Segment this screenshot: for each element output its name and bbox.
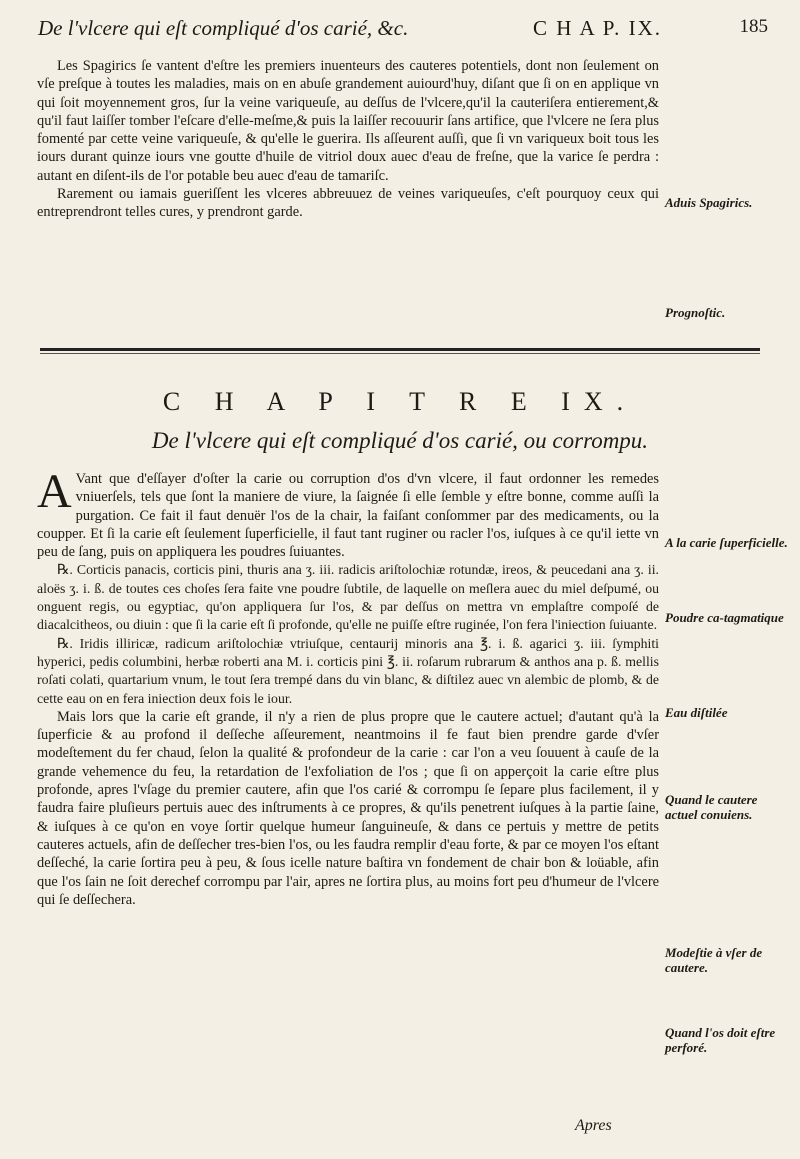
margin-note: Eau diſtilée xyxy=(665,705,728,720)
paragraph: A Vant que d'eſſayer d'oſter la carie ou corruption d'os d'vn vlcere, il faut ordonner les remedes vniuerſels, tels que ſont la maniere de viure, la ſaignée ſi elle ſemble y eſtre bonne, comme auſſi la purgation. Ce fait il faut denuër l'os de la chair, la faiſant conſommer par des medicaments, ou la coupper. Et ſi la carie eſt ſeulement ſuperficielle, il faut tant ruginer ou racler l'os, iuſques à ce qu'il iette vn peu de ſang, puis on appliquera les poudres ſuiuantes. xyxy=(37,465,659,561)
running-title: De l'vlcere qui eſt compliqué d'os carié, &c. xyxy=(38,16,409,40)
catchword: Apres xyxy=(575,1117,612,1134)
drop-cap: A xyxy=(37,465,72,518)
page-number: 185 xyxy=(739,16,768,37)
divider xyxy=(40,353,760,354)
paragraph: Les Spagirics ſe vantent d'eſtre les premiers inuenteurs des cauteres potentiels, dont non ſeulement on vſe preſque à toutes les maladies, mais on en abuſe grandement auiourd'huy, diſant que ſi on en applique vn qui ſoit moyennement gros, ſur la veine variqueuſe, au deſſus de l'vlcere,qu'il la cauteriſera entierement,& qu'il faut laiſſer tomber l'eſcare d'elle-meſme,& puis la laiſſer recouurir ſans artifice, que l'vlcere ne ſera plus fomenté par cette veine variqueuſe, & qu'elle le guerira. Ils aſſeurent auſſi, que ſi vn variqueux boit tous les iours durant quinze iours vne goutte d'huile de vitriol doux auec d'eau de freſne, que la varice ſe perdra : autant en diſent-ils de l'or potable beu auec d'eau de tamariſc. xyxy=(37,58,659,184)
divider xyxy=(40,348,760,351)
chapter-title: C H A P I T R E IX. xyxy=(162,387,638,416)
margin-note: Modeſtie à vſer de cautere. xyxy=(665,945,763,975)
recipe-paragraph: ℞. Corticis panacis, corticis pini, thuris ana ʒ. iii. radicis ariſtolochiæ rotundæ, ireos, & peucedani ana ʒ. ii. aloës ʒ. i. ß. de toutes ces choſes ſera faite vne poudre ſubtile, de laquelle on meſlera auec du miel deſpumé, ou onguent regis, ou egyptiac, qu'on appliquera ſur l'os, & par deſſus on mettra vn emplaſtre compoſé de diacalcitheos, ou diuin : que ſi la carie eſt ſi profonde, qu'elle ne puiſſe eſtre ruginée, l'on fera l'iniection ſuiuante. xyxy=(37,562,659,633)
margin-note: A la carie ſuperficielle. xyxy=(665,535,788,550)
margin-note: Aduis Spagirics. xyxy=(665,195,753,210)
margin-note: Quand le cautere actuel conuiens. xyxy=(665,792,758,822)
page-header xyxy=(38,16,768,44)
paragraph: Rarement ou iamais gueriſſent les vlceres abbreuuez de veines variqueuſes, c'eſt pourquoy ceux qui entreprendront telles cures, y prendront garde. xyxy=(37,186,659,221)
margin-note: Quand l'os doit eſtre perforé. xyxy=(665,1025,776,1055)
paragraph: Mais lors que la carie eſt grande, il n'y a rien de plus propre que le cautere actuel; d'autant qu'à la ſuperficie & au profond il deſſeche aſſeurement, neantmoins il fe faut bien prendre garde d'vſer modeſtement du fer chaud, ſelon la qualité & profondeur de la carie : car l'on a veu ſouuent à cauſe de la grande vehemence du feu, la retardation de l'exfoliation de l'os ; que ſi on apperçoit la carie eſtre plus profonde, apres l'vſage du premier cautere, afin que l'os carié & corrompu ſe ſepare plus facilement, il y faudra faire pluſieurs pertuis auec des inſtruments à ce propres, & qu'ils penetrent iuſques à la partie ſaine, & iuſques à ce qu'on en voye ſortir quelque humeur ſanguineuſe, & dans ce pertuis y mettre de petits cauteres actuels, afin de deſſecher tres-bien l'os, ou les faudra remplir d'eau forte, & par ce moyen l'os eſtant deſſeché, la carie ſortira peu à peu, & ſous icelle nature baſtira vn fondement de chair bon & loüable, afin que l'os ſain ne ſoit derechef corrompu par l'air, apres ne ſortira plus, au moins fort peu d'humeur de l'vlcere qui ſe deſſechera. xyxy=(37,708,659,908)
chapter-subtitle: De l'vlcere qui eſt compliqué d'os carié, ou corrompu. xyxy=(151,428,649,453)
chapter-body xyxy=(37,465,659,909)
recipe-paragraph: ℞. Iridis illiricæ, radicum ariſtolochiæ vtriuſque, centaurij minoris ana ℥. i. ß. agarici ʒ. iii. ſymphiti hyperici, pedis columbini, herbæ roberti ana M. i. corticis pini ℥. ii. roſarum rubrarum & anthos ana p. ß. mellis roſati colati, quartarium vnum, le tout ſera trempé dans du vin blanc, & diſtilez auec vn alembic de plomb, & de cette eau on en fera iniection deux fois le iour. xyxy=(37,635,659,706)
margin-note: Prognoſtic. xyxy=(665,305,726,320)
top-text xyxy=(37,57,659,222)
chapter-label: C H A P. IX. xyxy=(533,16,663,40)
margin-note: Poudre ca-tagmatique xyxy=(665,610,784,625)
